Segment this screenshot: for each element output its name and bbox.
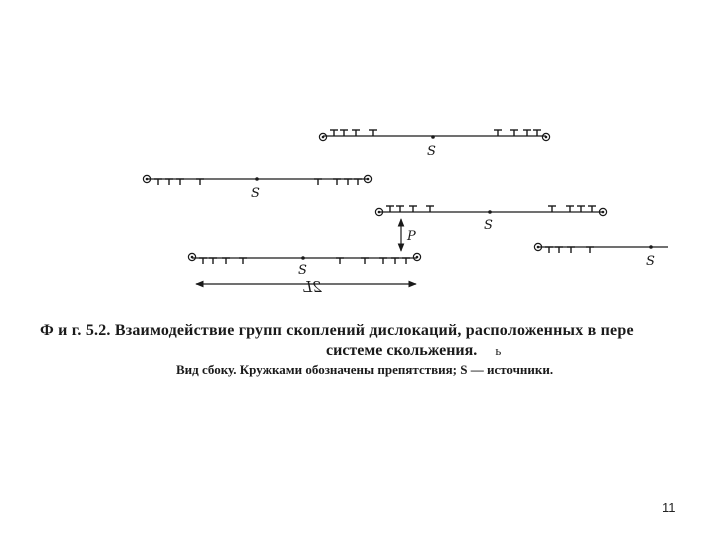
dislocation-group	[314, 179, 362, 185]
figure-caption-line-3: Вид сбоку. Кружками обозначены препятствия; S — источники.	[176, 362, 554, 377]
spacing-arrow	[401, 219, 416, 251]
dislocation-group	[548, 206, 596, 212]
length-dimension-arrow	[196, 278, 416, 296]
dislocation-group	[494, 130, 541, 136]
slip-plane-1	[319, 130, 549, 159]
length-label: 2L	[302, 278, 322, 296]
caption-stray-mark: ь	[495, 343, 502, 358]
slip-plane-4	[188, 253, 420, 278]
slip-plane-5	[534, 243, 668, 269]
source-point	[255, 177, 259, 181]
source-point	[431, 135, 435, 139]
slip-plane-2	[143, 175, 371, 201]
spacing-label: P	[407, 229, 416, 244]
obstacle-circle-icon	[542, 133, 549, 140]
obstacle-circle-icon	[188, 253, 195, 260]
dislocation-group	[336, 258, 410, 264]
caption-line-2-text: системе скольжения.	[326, 342, 478, 359]
source-label: S	[427, 144, 436, 159]
source-point	[649, 245, 653, 249]
dislocation-group	[154, 179, 204, 185]
dislocation-group	[330, 130, 377, 136]
figure-caption-line-1: Ф и г. 5.2. Взаимодействие групп скоплений дислокаций, расположенных в пере	[40, 322, 634, 339]
dislocation-group	[386, 206, 434, 212]
obstacle-circle-icon	[413, 253, 420, 260]
source-label: S	[484, 218, 493, 233]
source-label: S	[646, 254, 655, 269]
source-label: S	[251, 186, 260, 201]
source-point	[488, 210, 492, 214]
page-number: 11	[662, 500, 676, 515]
source-label: S	[298, 263, 307, 278]
figure-caption-line-2	[326, 342, 501, 360]
obstacle-circle-icon	[319, 133, 326, 140]
dislocation-group	[199, 258, 247, 264]
source-point	[301, 256, 305, 260]
dislocation-group	[545, 247, 594, 253]
